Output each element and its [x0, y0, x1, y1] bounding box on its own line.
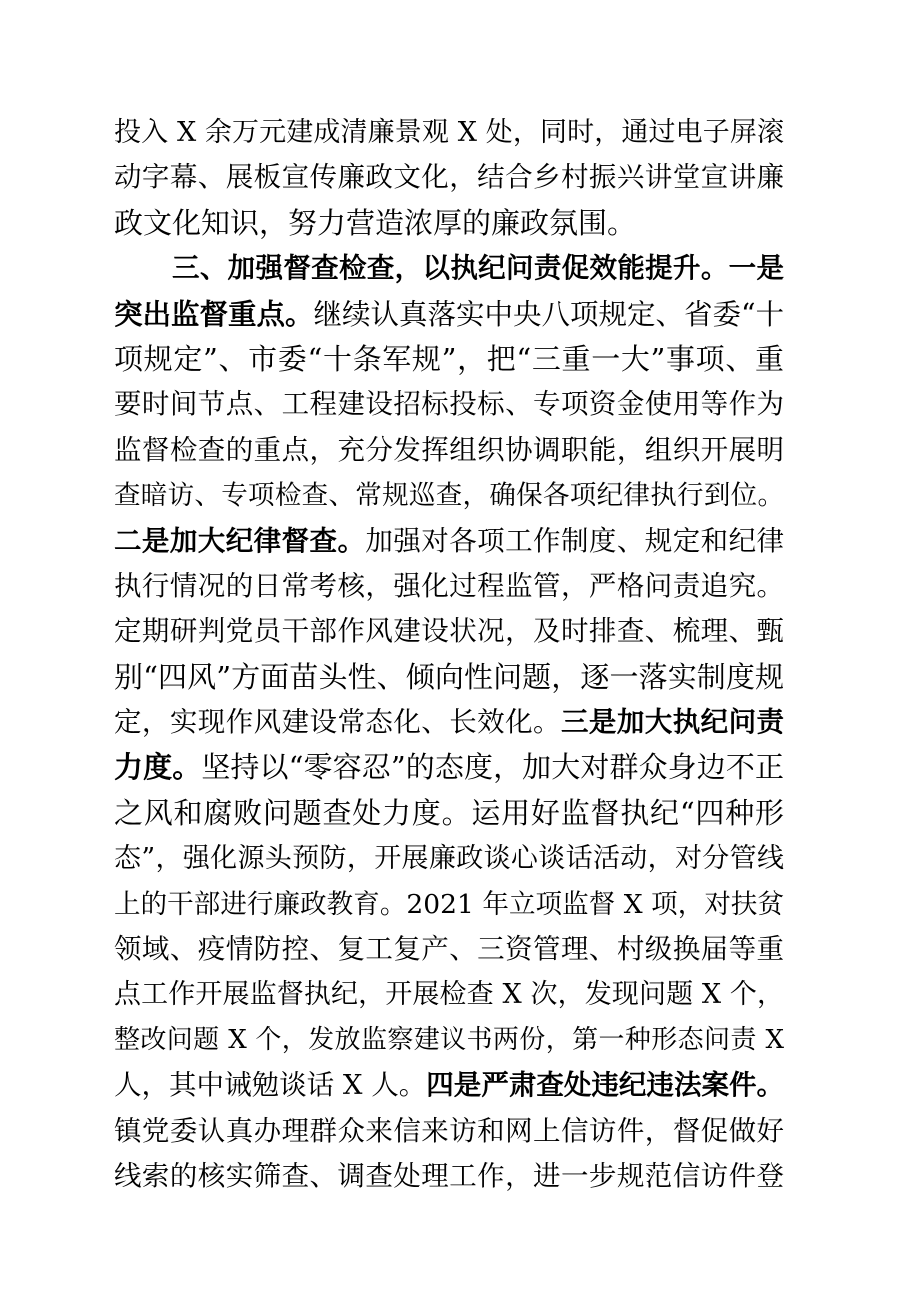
- bold-lead: 突出监督重点。: [114, 296, 314, 331]
- text-run: 整改问题 X 个，发放监察建议书两份，第一种形态问责 X: [114, 1024, 784, 1055]
- text-line: [114, 791, 784, 836]
- bold-lead: 二是加大纪律督查。: [114, 524, 366, 557]
- text-run: 政文化知识，努力营造浓厚的廉政氛围。: [114, 205, 637, 240]
- text-line: [114, 110, 784, 155]
- text-line: [114, 1154, 784, 1199]
- text-run: 继续认真落实中央八项规定、省委“十: [313, 297, 785, 331]
- text-run: 定，实现作风建设常态化、长效化。: [114, 706, 561, 739]
- bold-lead: 四是严肃查处违纪违法案件。: [426, 1069, 784, 1102]
- text-line: [114, 609, 784, 654]
- text-run: 要时间节点、工程建设招标投标、专项资金使用等作为: [114, 388, 784, 421]
- text-line: [114, 564, 784, 609]
- text-run: 点工作开展监督执纪，开展检查 X 次，发现问题 X 个，: [114, 979, 784, 1011]
- text-run: 执行情况的日常考核，强化过程监管，严格问责追究。: [114, 569, 784, 602]
- text-line: [114, 473, 784, 518]
- text-line: [114, 1063, 784, 1108]
- text-run: 领域、疫情防控、复工复产、三资管理、村级换届等重: [114, 933, 784, 966]
- text-run: 态”，强化源头预防，开展廉政谈心谈话活动，对分管线: [114, 843, 784, 875]
- text-line: [114, 519, 784, 564]
- text-line: [114, 382, 784, 427]
- text-line: [114, 972, 784, 1017]
- text-line: [114, 337, 784, 382]
- text-line: [114, 745, 784, 790]
- text-run: 投入 X 余万元建成清廉景观 X 处，同时，通过电子屏滚: [114, 117, 784, 148]
- bold-lead: 力度。: [114, 750, 202, 785]
- text-run: 加强对各项工作制度、规定和纪律: [365, 524, 785, 557]
- section-heading: 三、加强督查检查，以执纪问责促效能提升。一是: [172, 252, 784, 285]
- text-line: [114, 1018, 784, 1063]
- text-line: [114, 655, 784, 700]
- text-line: [114, 882, 784, 927]
- text-run: 查暗访、专项检查、常规巡查，确保各项纪律执行到位。: [114, 480, 784, 512]
- text-line: [114, 428, 784, 473]
- text-line: [114, 292, 784, 337]
- text-run: 镇党委认真办理群众来信来访和网上信访件，督促做好: [114, 1114, 784, 1147]
- text-run: 别“四风”方面苗头性、倾向性问题，逐一落实制度规: [114, 659, 784, 694]
- text-run: 坚持以“零容忍”的态度，加大对群众身边不正: [201, 750, 784, 785]
- text-run: 之风和腐败问题查处力度。运用好监督执纪“四种形: [114, 795, 784, 830]
- section-heading-line: [114, 246, 784, 291]
- text-line: [114, 700, 784, 745]
- text-line: [114, 1109, 784, 1154]
- text-line: [114, 155, 784, 200]
- text-run: 动字幕、展板宣传廉政文化，结合乡村振兴讲堂宣讲廉: [114, 161, 784, 194]
- bold-lead: 三是加大执纪问责: [560, 706, 785, 739]
- text-run: 线索的核实筛查、调查处理工作，进一步规范信访件登: [114, 1159, 784, 1192]
- text-line: [114, 927, 784, 972]
- text-run: 定期研判党员干部作风建设状况，及时排查、梳理、甄: [114, 615, 784, 648]
- text-line: [114, 201, 784, 246]
- text-run: 上的干部进行廉政教育。2021 年立项监督 X 项，对扶贫: [114, 888, 784, 920]
- text-run: 人，其中诫勉谈话 X 人。: [114, 1069, 427, 1102]
- document-body: [114, 110, 784, 1199]
- text-line: [114, 836, 784, 881]
- text-run: 监督检查的重点，充分发挥组织协调职能，组织开展明: [114, 433, 784, 466]
- text-run: 项规定”、市委“十条军规”，把“三重一大”事项、重: [114, 341, 784, 376]
